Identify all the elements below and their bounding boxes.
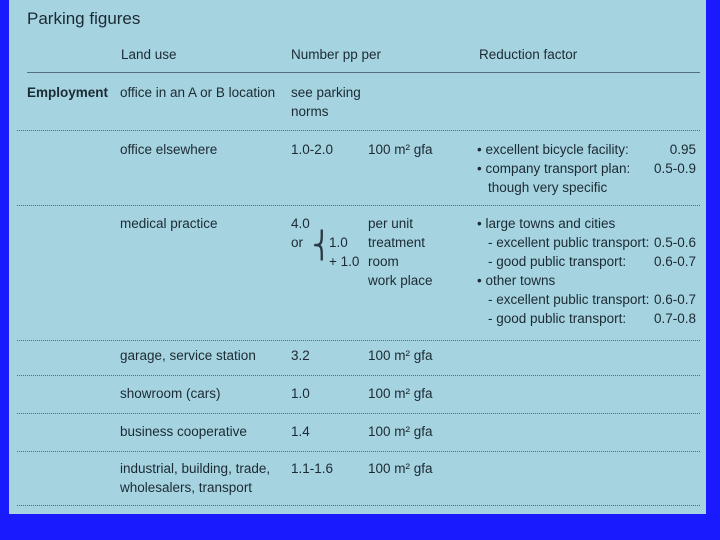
reduction-value: 0.6-0.7 <box>653 254 696 269</box>
per-cell: 100 m² gfa <box>368 461 433 476</box>
per-cell: 100 m² gfa <box>368 424 433 439</box>
reduction-label: • other towns <box>477 273 556 288</box>
row-divider <box>17 375 700 376</box>
land-use-cell: medical practice <box>120 216 218 231</box>
header-reduction: Reduction factor <box>479 47 578 62</box>
land-use-cell: business cooperative <box>120 424 247 439</box>
per-cell: room <box>368 254 399 269</box>
number-cell: 3.2 <box>291 348 310 363</box>
number-sub: 1.0 <box>329 235 348 250</box>
header-number: Number pp per <box>291 47 382 62</box>
brace-glyph: ⎨ <box>312 230 332 260</box>
reduction-label: though very specific <box>488 180 608 195</box>
row-divider <box>17 340 700 341</box>
reduction-label: - excellent public transport: <box>488 235 650 250</box>
per-cell: 100 m² gfa <box>368 142 433 157</box>
land-use-cell: office elsewhere <box>120 142 218 157</box>
land-use-cell: wholesalers, transport <box>120 480 253 495</box>
per-cell: 100 m² gfa <box>368 348 433 363</box>
header-land-use: Land use <box>121 47 177 62</box>
row-divider <box>17 451 700 452</box>
reduction-label: - good public transport: <box>488 254 627 269</box>
reduction-value: 0.5-0.9 <box>653 161 696 176</box>
land-use-cell: garage, service station <box>120 348 256 363</box>
reduction-label: - excellent public transport: <box>488 292 650 307</box>
reduction-label: • company transport plan: <box>477 161 631 176</box>
number-cell: 1.1-1.6 <box>291 461 334 476</box>
reduction-label: • large towns and cities <box>477 216 616 231</box>
row-divider <box>17 505 700 506</box>
number-sub: + 1.0 <box>329 254 360 269</box>
reduction-label: • excellent bicycle facility: <box>477 142 629 157</box>
number-cell: norms <box>291 104 329 119</box>
row-divider <box>17 205 700 206</box>
per-cell: treatment <box>368 235 426 250</box>
land-use-cell: showroom (cars) <box>120 386 221 401</box>
land-use-cell: industrial, building, trade, <box>120 461 271 476</box>
reduction-value: 0.95 <box>669 142 696 157</box>
page-title: Parking figures <box>27 9 141 28</box>
per-cell: per unit <box>368 216 414 231</box>
row-divider <box>17 130 700 131</box>
number-cell: 1.4 <box>291 424 310 439</box>
row-divider <box>17 413 700 414</box>
land-use-cell: office in an A or B location <box>120 85 276 100</box>
number-cell: 1.0 <box>291 386 310 401</box>
category-label: Employment <box>27 85 109 100</box>
number-cell: 1.0-2.0 <box>291 142 334 157</box>
reduction-value: 0.5-0.6 <box>653 235 696 250</box>
reduction-value: 0.6-0.7 <box>653 292 696 307</box>
parking-figures-panel <box>9 0 706 514</box>
per-cell: 100 m² gfa <box>368 386 433 401</box>
reduction-value: 0.7-0.8 <box>653 311 696 326</box>
number-cell: 4.0 <box>291 216 310 231</box>
header-divider <box>27 72 700 73</box>
number-or: or <box>291 235 304 250</box>
reduction-label: - good public transport: <box>488 311 627 326</box>
per-cell: work place <box>368 273 433 288</box>
number-cell: see parking <box>291 85 361 100</box>
